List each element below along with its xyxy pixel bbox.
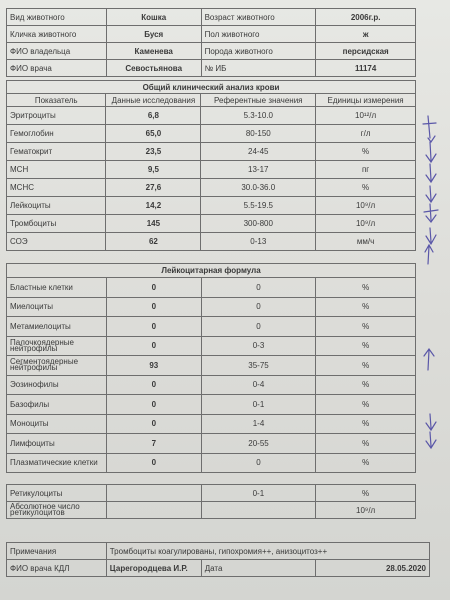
table-row bbox=[7, 375, 416, 395]
pen-mark bbox=[424, 349, 434, 370]
row-name: Лейкоциты bbox=[7, 197, 106, 215]
table-row bbox=[7, 543, 430, 560]
row-name: СОЭ bbox=[7, 233, 106, 251]
cbc-table bbox=[6, 80, 416, 251]
row-ref: 0 bbox=[201, 453, 316, 473]
row-value: 0 bbox=[106, 297, 201, 317]
retic-unit: % bbox=[316, 485, 416, 502]
species-value: Кошка bbox=[106, 9, 201, 26]
col-header: Единицы измерения bbox=[316, 94, 416, 107]
row-ref: 0 bbox=[201, 278, 316, 298]
row-unit: % bbox=[316, 317, 416, 337]
row-ref: 1-4 bbox=[201, 414, 316, 434]
row-value: 0 bbox=[106, 414, 201, 434]
table-row bbox=[7, 453, 416, 473]
name-value: Буся bbox=[106, 26, 201, 43]
retic-abs-value bbox=[106, 502, 201, 519]
row-unit: пг bbox=[316, 161, 416, 179]
cbc-title: Общий клинический анализ крови bbox=[7, 81, 416, 94]
row-ref: 5.3-10.0 bbox=[201, 107, 316, 125]
table-row bbox=[7, 107, 416, 125]
table-row bbox=[7, 233, 416, 251]
row-value: 0 bbox=[106, 278, 201, 298]
row-name: Эозинофилы bbox=[7, 375, 107, 395]
row-name: Палочкоядерные нейтрофилы bbox=[7, 336, 107, 356]
row-unit: % bbox=[316, 297, 416, 317]
retic-abs-unit: 10⁹/л bbox=[316, 502, 416, 519]
date-value: 28.05.2020 bbox=[316, 560, 430, 577]
row-ref: 0-3 bbox=[201, 336, 316, 356]
age-label: Возраст животного bbox=[201, 9, 316, 26]
row-unit: % bbox=[316, 395, 416, 415]
notes-text: Тромбоциты коагулированы, гипохромия++, анизоцитоз++ bbox=[106, 543, 429, 560]
sex-label: Пол животного bbox=[201, 26, 316, 43]
row-name: МСН bbox=[7, 161, 106, 179]
table-row bbox=[7, 317, 416, 337]
row-unit: % bbox=[316, 336, 416, 356]
retic-table bbox=[6, 484, 416, 519]
pen-mark bbox=[426, 432, 436, 448]
pen-mark bbox=[426, 164, 436, 182]
leuko-title: Лейкоцитарная формула bbox=[7, 264, 416, 278]
row-ref: 80-150 bbox=[201, 125, 316, 143]
row-unit: % bbox=[316, 453, 416, 473]
row-value: 27,6 bbox=[106, 179, 201, 197]
retic-label: Ретикулоциты bbox=[7, 485, 107, 502]
table-row bbox=[7, 434, 416, 454]
row-name: Метамиелоциты bbox=[7, 317, 107, 337]
notes-label: Примечания bbox=[7, 543, 107, 560]
row-unit: % bbox=[316, 414, 416, 434]
name-label: Кличка животного bbox=[7, 26, 107, 43]
row-value: 62 bbox=[106, 233, 201, 251]
row-ref: 300-800 bbox=[201, 215, 316, 233]
row-value: 0 bbox=[106, 395, 201, 415]
row-name: Моноциты bbox=[7, 414, 107, 434]
table-row bbox=[7, 179, 416, 197]
breed-label: Порода животного bbox=[201, 43, 316, 60]
pen-mark bbox=[426, 186, 436, 202]
table-row bbox=[7, 143, 416, 161]
row-ref: 35-75 bbox=[201, 356, 316, 376]
row-name: Сегментоядерные нейтрофилы bbox=[7, 356, 107, 376]
row-value: 0 bbox=[106, 317, 201, 337]
row-unit: % bbox=[316, 278, 416, 298]
col-header: Данные исследования bbox=[106, 94, 201, 107]
retic-abs-ref bbox=[201, 502, 316, 519]
row-name: МСНС bbox=[7, 179, 106, 197]
row-unit: 10¹²/л bbox=[316, 107, 416, 125]
row-ref: 0-4 bbox=[201, 375, 316, 395]
table-row bbox=[7, 502, 416, 519]
retic-abs-label: Абсолютное число ретикулоцитов bbox=[7, 502, 107, 519]
info-row bbox=[7, 60, 416, 77]
doctor-label: ФИО врача bbox=[7, 60, 107, 77]
pen-mark bbox=[423, 123, 436, 124]
row-unit: 10⁹/л bbox=[316, 215, 416, 233]
row-unit: % bbox=[316, 179, 416, 197]
table-row bbox=[7, 215, 416, 233]
table-row bbox=[7, 278, 416, 298]
pen-mark bbox=[428, 136, 435, 142]
date-label: Дата bbox=[201, 560, 316, 577]
ib-value: 11174 bbox=[316, 60, 416, 77]
row-name: Тромбоциты bbox=[7, 215, 106, 233]
row-value: 0 bbox=[106, 336, 201, 356]
owner-label: ФИО владельца bbox=[7, 43, 107, 60]
table-row bbox=[7, 125, 416, 143]
row-value: 6,8 bbox=[106, 107, 201, 125]
owner-value: Каменева bbox=[106, 43, 201, 60]
col-header: Референтные значения bbox=[201, 94, 316, 107]
table-row bbox=[7, 414, 416, 434]
row-value: 93 bbox=[106, 356, 201, 376]
kdl-label: ФИО врача КДЛ bbox=[7, 560, 107, 577]
row-value: 9,5 bbox=[106, 161, 201, 179]
row-name: Бластные клетки bbox=[7, 278, 107, 298]
ib-label: № ИБ bbox=[201, 60, 316, 77]
retic-value bbox=[106, 485, 201, 502]
breed-value: персидская bbox=[316, 43, 416, 60]
col-header: Показатель bbox=[7, 94, 106, 107]
row-ref: 0-1 bbox=[201, 395, 316, 415]
row-ref: 13-17 bbox=[201, 161, 316, 179]
pen-mark bbox=[424, 204, 438, 222]
table-row bbox=[7, 161, 416, 179]
row-unit: мм/ч bbox=[316, 233, 416, 251]
age-value: 2006г.р. bbox=[316, 9, 416, 26]
row-ref: 0 bbox=[201, 317, 316, 337]
table-row bbox=[7, 297, 416, 317]
row-ref: 30.0-36.0 bbox=[201, 179, 316, 197]
info-row bbox=[7, 26, 416, 43]
retic-ref: 0-1 bbox=[201, 485, 316, 502]
row-unit: 10⁹/л bbox=[316, 197, 416, 215]
row-unit: % bbox=[316, 434, 416, 454]
species-label: Вид животного bbox=[7, 9, 107, 26]
kdl-value: Царегородцева И.Р. bbox=[106, 560, 201, 577]
row-value: 23,5 bbox=[106, 143, 201, 161]
table-row bbox=[7, 560, 430, 577]
row-value: 65,0 bbox=[106, 125, 201, 143]
row-value: 7 bbox=[106, 434, 201, 454]
row-unit: % bbox=[316, 356, 416, 376]
pen-mark bbox=[426, 228, 436, 244]
row-name: Гематокрит bbox=[7, 143, 106, 161]
row-ref: 24-45 bbox=[201, 143, 316, 161]
table-row bbox=[7, 336, 416, 356]
table-row bbox=[7, 395, 416, 415]
row-ref: 0 bbox=[201, 297, 316, 317]
doctor-value: Севостьянова bbox=[106, 60, 201, 77]
row-ref: 0-13 bbox=[201, 233, 316, 251]
pen-mark bbox=[425, 245, 433, 264]
row-name: Гемоглобин bbox=[7, 125, 106, 143]
patient-info-table bbox=[6, 8, 416, 77]
row-ref: 20-55 bbox=[201, 434, 316, 454]
row-name: Эритроциты bbox=[7, 107, 106, 125]
pen-mark bbox=[428, 116, 430, 138]
row-name: Миелоциты bbox=[7, 297, 107, 317]
cbc-header-row bbox=[7, 94, 416, 107]
notes-table bbox=[6, 542, 430, 577]
table-row bbox=[7, 356, 416, 376]
row-value: 0 bbox=[106, 375, 201, 395]
row-name: Лимфоциты bbox=[7, 434, 107, 454]
sex-value: ж bbox=[316, 26, 416, 43]
pen-mark bbox=[426, 414, 436, 430]
row-value: 0 bbox=[106, 453, 201, 473]
row-name: Плазматические клетки bbox=[7, 453, 107, 473]
table-row bbox=[7, 485, 416, 502]
row-value: 14,2 bbox=[106, 197, 201, 215]
info-row bbox=[7, 43, 416, 60]
row-unit: % bbox=[316, 143, 416, 161]
row-unit: % bbox=[316, 375, 416, 395]
table-row bbox=[7, 197, 416, 215]
leuko-table bbox=[6, 263, 416, 473]
row-name: Базофилы bbox=[7, 395, 107, 415]
row-value: 145 bbox=[106, 215, 201, 233]
info-row bbox=[7, 9, 416, 26]
pen-mark bbox=[426, 142, 436, 162]
row-unit: г/л bbox=[316, 125, 416, 143]
row-ref: 5.5-19.5 bbox=[201, 197, 316, 215]
